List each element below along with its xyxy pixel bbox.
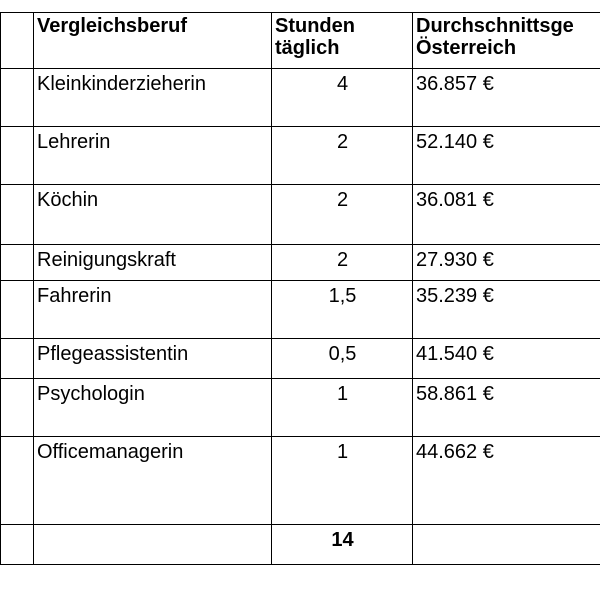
- total-average-cell: [413, 525, 600, 565]
- table-row: [1, 185, 600, 245]
- table-row: [1, 379, 600, 437]
- blank-cell: [1, 525, 34, 565]
- blank-cell: [1, 127, 34, 185]
- header-cell-blank: [1, 13, 34, 69]
- header-hours-line-2: täglich: [275, 37, 340, 59]
- header-cell-occupation: Vergleichsberuf: [34, 13, 272, 69]
- header-cell-hours: [272, 13, 413, 69]
- average-cell: 36.081 €: [413, 185, 600, 245]
- blank-cell: [1, 379, 34, 437]
- header-cell-average: [413, 13, 600, 69]
- occupation-cell: Kleinkinderzieherin: [34, 69, 272, 127]
- hours-cell: 1: [272, 379, 413, 437]
- average-cell: 36.857 €: [413, 69, 600, 127]
- table-header-row: [1, 13, 600, 69]
- occupation-cell: Köchin: [34, 185, 272, 245]
- header-average-line-1: Durchschnittsge: [416, 15, 574, 37]
- average-cell: 41.540 €: [413, 339, 600, 379]
- occupation-cell: Lehrerin: [34, 127, 272, 185]
- table-row: [1, 127, 600, 185]
- average-cell: 52.140 €: [413, 127, 600, 185]
- table-row: [1, 245, 600, 281]
- blank-cell: [1, 245, 34, 281]
- hours-cell: 0,5: [272, 339, 413, 379]
- comparison-table: [0, 12, 600, 565]
- blank-cell: [1, 185, 34, 245]
- blank-cell: [1, 437, 34, 525]
- occupation-cell: Psychologin: [34, 379, 272, 437]
- total-row: [1, 525, 600, 565]
- blank-cell: [1, 281, 34, 339]
- total-label-cell: [34, 525, 272, 565]
- occupation-cell: Pflegeassistentin: [34, 339, 272, 379]
- average-cell: 27.930 €: [413, 245, 600, 281]
- average-cell: 35.239 €: [413, 281, 600, 339]
- total-hours-cell: 14: [272, 525, 413, 565]
- blank-cell: [1, 339, 34, 379]
- table-row: [1, 339, 600, 379]
- average-cell: 58.861 €: [413, 379, 600, 437]
- table-row: [1, 281, 600, 339]
- blank-cell: [1, 69, 34, 127]
- hours-cell: 2: [272, 127, 413, 185]
- table-row: [1, 437, 600, 525]
- header-average-line-2: Österreich: [416, 37, 517, 59]
- hours-cell: 1,5: [272, 281, 413, 339]
- occupation-cell: Officemanagerin: [34, 437, 272, 525]
- hours-cell: 1: [272, 437, 413, 525]
- occupation-cell: Fahrerin: [34, 281, 272, 339]
- hours-cell: 2: [272, 185, 413, 245]
- table-row: [1, 69, 600, 127]
- average-cell: 44.662 €: [413, 437, 600, 525]
- header-hours-line-1: Stunden: [275, 15, 355, 37]
- occupation-cell: Reinigungskraft: [34, 245, 272, 281]
- hours-cell: 2: [272, 245, 413, 281]
- hours-cell: 4: [272, 69, 413, 127]
